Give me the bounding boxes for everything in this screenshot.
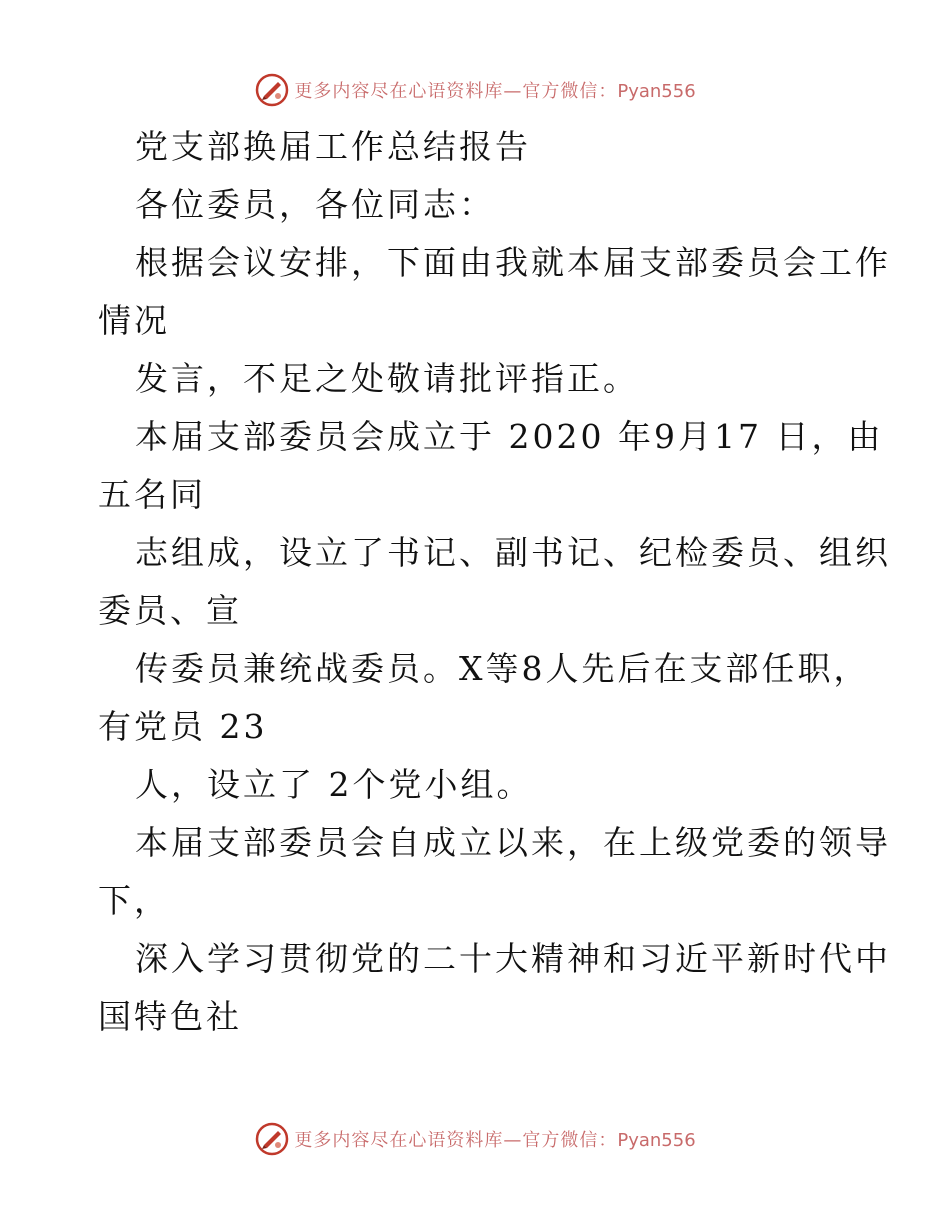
text-line: 国特色社 (98, 997, 242, 1036)
text-line: 根据会议安排，下面由我就本届支部委员会工作 (135, 243, 891, 282)
text-line: 本届支部委员会成立于 2020 年9月17 日，由 (135, 417, 884, 456)
text-line: 有党员 23 (98, 707, 268, 746)
text-line: 传委员兼统战委员。X等8人先后在支部任职， (135, 649, 870, 688)
text-line: 各位委员，各位同志： (135, 185, 495, 224)
pen-logo-icon (254, 1121, 290, 1157)
header-watermark (0, 70, 950, 110)
text-line: 发言，不足之处敬请批评指正。 (135, 359, 639, 398)
text-line: 人，设立了 2个党小组。 (135, 765, 533, 804)
footer-watermark (0, 1119, 950, 1159)
watermark-text: 更多内容尽在心语资料库—官方微信：Pyan556 (294, 1130, 696, 1151)
pen-logo-icon (254, 72, 290, 108)
text-line: 深入学习贯彻党的二十大精神和习近平新时代中 (135, 939, 891, 978)
text-line: 志组成，设立了书记、副书记、纪检委员、组织 (135, 533, 891, 572)
document-title: 党支部换届工作总结报告 (135, 127, 531, 166)
text-line: 本届支部委员会自成立以来，在上级党委的领导 (135, 823, 891, 862)
watermark-text: 更多内容尽在心语资料库—官方微信：Pyan556 (294, 81, 696, 102)
document-body (98, 118, 891, 1046)
text-line: 下， (98, 881, 170, 920)
watermark-handle: Pyan556 (617, 81, 696, 102)
watermark-handle: Pyan556 (617, 1130, 696, 1151)
text-line: 委员、宣 (98, 591, 242, 630)
text-line: 情况 (98, 301, 170, 340)
text-line: 五名同 (98, 475, 206, 514)
